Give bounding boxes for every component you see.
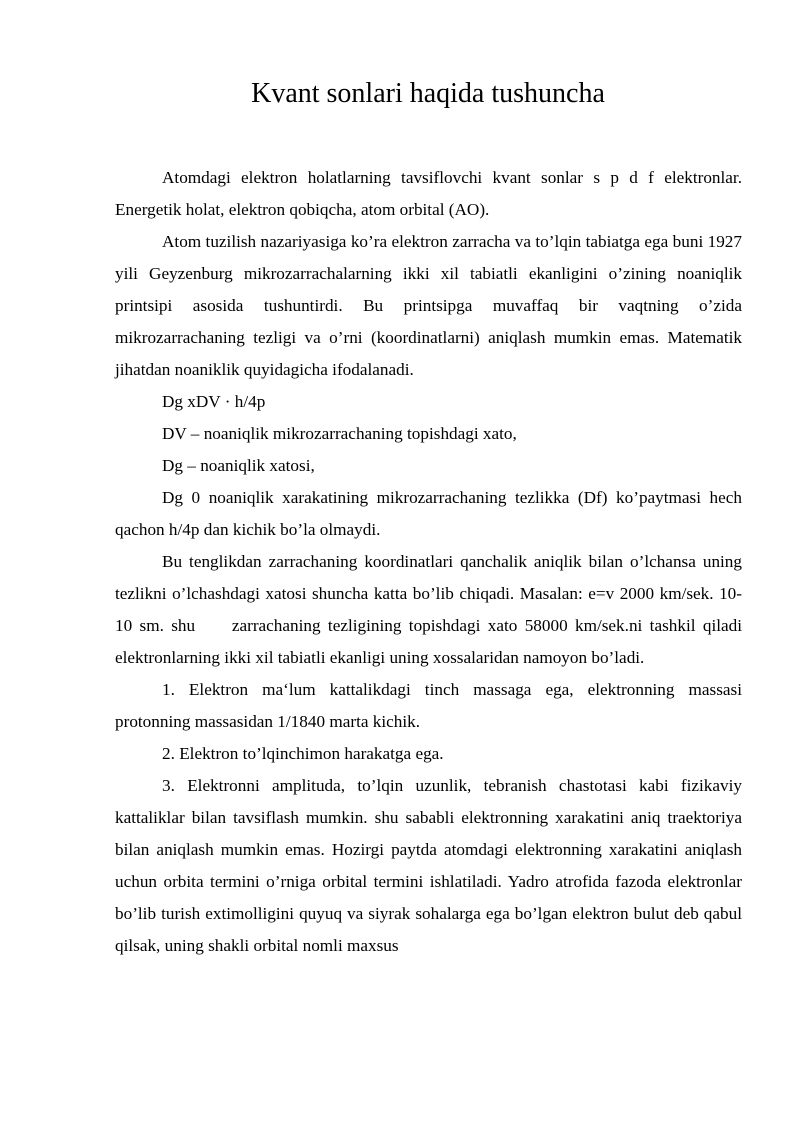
list-item-3: 3. Elektronni amplituda, to’lqin uzunlik, tebranish chastotasi kabi fizikaviy kattaliklar bilan tavsiflash mumkin. shu sababli elektronning xarakatini aniq traektoriya bilan aniqlash mumkin emas. Hozirgi paytda atomdagi elektronning xarakatini aniqlash uchun orbita termini o’rniga orbital termini ishlatiladi. Yadro atrofida fazoda elektronlar bo’lib turish extimolligini quyuq va siyrak sohalarga ega bo’lgan elektron bulut deb qabul qilsak, uning shakli orbital nomli maxsus	[115, 776, 742, 955]
formula-uncertainty: Dg xDV · h/4p	[162, 392, 266, 411]
list-item-1: 1. Elektron ma‘lum kattalikdagi tinch massaga ega, elektronning massasi protonning massasidan 1/1840 marta kichik.	[115, 680, 742, 731]
document-title: Kvant sonlari haqida tushuncha	[251, 78, 605, 109]
paragraph-example: Bu tenglikdan zarrachaning koordinatlari qanchalik aniqlik bilan o’lchansa uning tezlikni o’lchashdagi xatosi shuncha katta bo’lib chiqadi. Masalan: e=v 2000 km/sek. 10-10 sm. shu zarrachaning tezligining topishdagi xato 58000 km/sek.ni tashkil qiladi elektronlarning ikki xil tabiatli ekanligi uning xossalaridan namoyon bo’ladi.	[115, 552, 747, 667]
paragraph-heisenberg: Atom tuzilish nazariyasiga ko’ra elektron zarracha va to’lqin tabiatga ega buni 1927 yili Geyzenburg mikrozarrachalarning ikki xil tabiatli ekanligini o’zining noaniqlik printsipi asosida tushuntirdi. Bu printsipga muvaffaq bir vaqtning o’zida mikrozarrachaning tezligi va o’rni (koordinatlarni) aniqlash mumkin emas. Matematik jihatdan noaniklik quyidagicha ifodalanadi.	[115, 232, 742, 379]
document-body	[115, 162, 747, 962]
paragraph-product-limit: Dg 0 noaniqlik xarakatining mikrozarrachaning tezlikka (Df) ko’paytmasi hech qachon h/4p dan kichik bo’la olmaydi.	[115, 488, 742, 539]
definition-dg: Dg – noaniqlik xatosi,	[162, 456, 315, 475]
paragraph-quantum-numbers: Atomdagi elektron holatlarning tavsiflovchi kvant sonlar s p d f elektronlar. Energetik holat, elektron qobiqcha, atom orbital (AO).	[115, 168, 742, 219]
list-item-2: 2. Elektron to’lqinchimon harakatga ega.	[162, 744, 444, 763]
definition-dv: DV – noaniqlik mikrozarrachaning topishdagi xato,	[162, 424, 517, 443]
